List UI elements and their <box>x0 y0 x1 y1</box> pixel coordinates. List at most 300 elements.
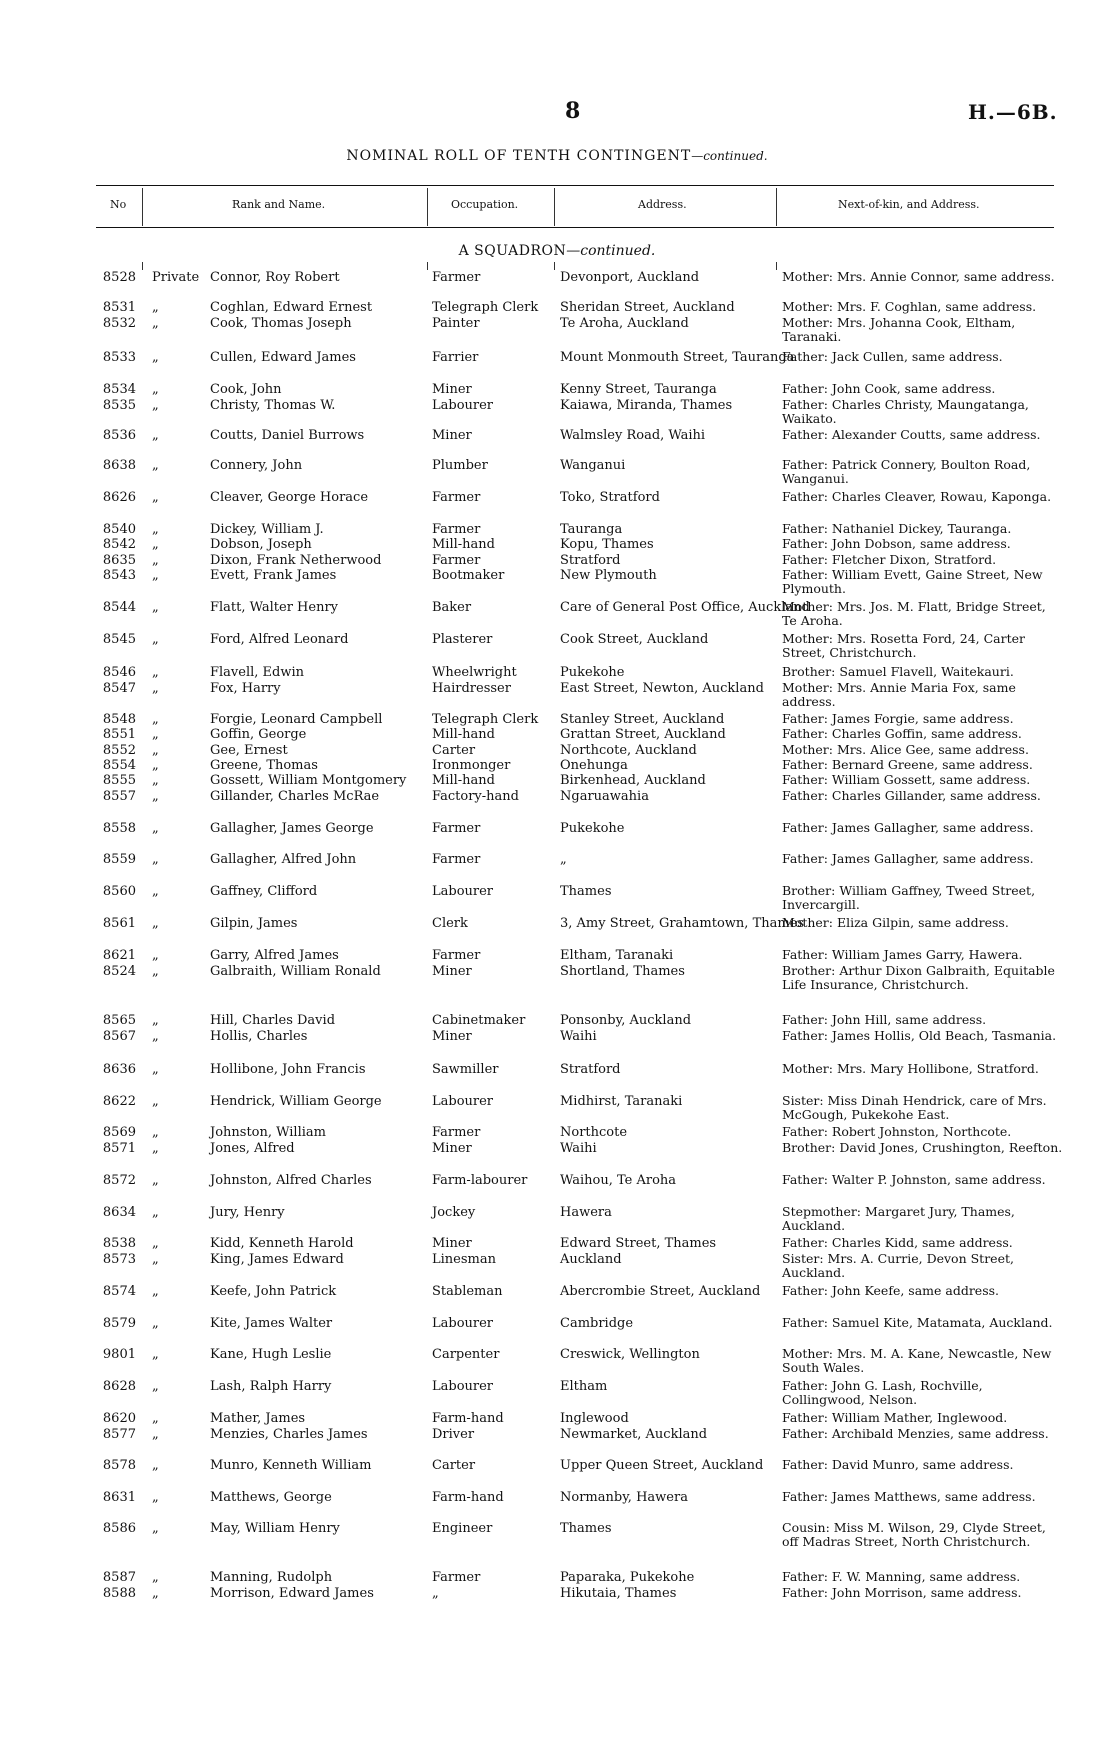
occupation: Labourer <box>432 1316 494 1331</box>
rank: „ <box>152 1379 159 1394</box>
address: Stratford <box>560 553 621 568</box>
header-top-rule <box>96 185 1054 186</box>
address: 3, Amy Street, Grahamtown, Thames <box>560 916 805 931</box>
soldier-name: Cleaver, George Horace <box>210 490 369 505</box>
address: Stanley Street, Auckland <box>560 712 725 727</box>
soldier-name: Gaffney, Clifford <box>210 884 318 899</box>
address: Stratford <box>560 1062 621 1077</box>
soldier-name: Matthews, George <box>210 1490 332 1505</box>
soldier-name: King, James Edward <box>210 1252 344 1267</box>
next-of-kin: Stepmother: Margaret Jury, Thames, Auckland. <box>782 1204 1015 1233</box>
soldier-name: Forgie, Leonard Campbell <box>210 712 383 727</box>
rank: „ <box>152 1029 159 1044</box>
occupation: „ <box>432 1586 439 1601</box>
column-divider <box>142 188 143 226</box>
occupation: Telegraph Clerk <box>432 300 539 315</box>
section-title: A SQUADRON <box>458 243 567 259</box>
address: Onehunga <box>560 758 628 773</box>
occupation: Carter <box>432 1458 476 1473</box>
next-of-kin: Brother: David Jones, Crushington, Reefton. <box>782 1140 1063 1155</box>
next-of-kin: Brother: William Gaffney, Tweed Street, Invercargill. <box>782 883 1036 912</box>
soldier-name: Morrison, Edward James <box>210 1586 374 1601</box>
row-divider <box>776 262 777 270</box>
next-of-kin: Father: William Gossett, same address. <box>782 772 1031 787</box>
occupation: Engineer <box>432 1521 493 1536</box>
rank: „ <box>152 964 159 979</box>
soldier-name: Mather, James <box>210 1411 306 1426</box>
occupation: Carter <box>432 743 476 758</box>
soldier-name: Flatt, Walter Henry <box>210 600 339 615</box>
rank: „ <box>152 600 159 615</box>
next-of-kin: Father: James Gallagher, same address. <box>782 820 1034 835</box>
soldier-name: Hill, Charles David <box>210 1013 336 1028</box>
occupation: Farmer <box>432 1570 481 1585</box>
next-of-kin: Father: Jack Cullen, same address. <box>782 349 1003 364</box>
next-of-kin: Mother: Mrs. Mary Hollibone, Stratford. <box>782 1061 1039 1076</box>
service-number: 8586 <box>102 1521 136 1536</box>
soldier-name: Coghlan, Edward Ernest <box>210 300 373 315</box>
service-number: 8572 <box>102 1173 136 1188</box>
occupation: Plasterer <box>432 632 493 647</box>
service-number: 8577 <box>102 1427 136 1442</box>
address: Paparaka, Pukekohe <box>560 1570 695 1585</box>
rank: „ <box>152 789 159 804</box>
service-number: 8532 <box>102 316 136 331</box>
rank: „ <box>152 458 159 473</box>
next-of-kin: Father: William Mather, Inglewood. <box>782 1410 1008 1425</box>
soldier-name: Dobson, Joseph <box>210 537 312 552</box>
next-of-kin: Father: Charles Cleaver, Rowau, Kaponga. <box>782 489 1052 504</box>
address: Thames <box>560 884 612 899</box>
soldier-name: Keefe, John Patrick <box>210 1284 337 1299</box>
occupation: Labourer <box>432 884 494 899</box>
rank: „ <box>152 948 159 963</box>
soldier-name: Johnston, Alfred Charles <box>210 1173 372 1188</box>
rank: „ <box>152 490 159 505</box>
rank: „ <box>152 852 159 867</box>
address: Abercrombie Street, Auckland <box>560 1284 761 1299</box>
service-number: 8531 <box>102 300 136 315</box>
address: Ponsonby, Auckland <box>560 1013 692 1028</box>
next-of-kin: Mother: Eliza Gilpin, same address. <box>782 915 1009 930</box>
service-number: 8622 <box>102 1094 136 1109</box>
soldier-name: Hollibone, John Francis <box>210 1062 366 1077</box>
occupation: Sawmiller <box>432 1062 499 1077</box>
soldier-name: Garry, Alfred James <box>210 948 339 963</box>
rank: „ <box>152 350 159 365</box>
occupation: Farmer <box>432 948 481 963</box>
rank: „ <box>152 1570 159 1585</box>
document-reference: H.—6B. <box>968 100 1058 124</box>
service-number: 8567 <box>102 1029 136 1044</box>
rank: „ <box>152 884 159 899</box>
soldier-name: Johnston, William <box>210 1125 326 1140</box>
occupation: Miner <box>432 428 472 443</box>
address: Edward Street, Thames <box>560 1236 717 1251</box>
next-of-kin: Father: Charles Gillander, same address. <box>782 788 1041 803</box>
address: Inglewood <box>560 1411 629 1426</box>
next-of-kin: Father: John Keefe, same address. <box>782 1283 1000 1298</box>
next-of-kin: Mother: Mrs. Annie Connor, same address. <box>782 269 1055 284</box>
soldier-name: Ford, Alfred Leonard <box>210 632 349 647</box>
address: Toko, Stratford <box>560 490 660 505</box>
next-of-kin: Father: Robert Johnston, Northcote. <box>782 1124 1012 1139</box>
soldier-name: Kidd, Kenneth Harold <box>210 1236 354 1251</box>
occupation: Farmer <box>432 522 481 537</box>
soldier-name: Hendrick, William George <box>210 1094 382 1109</box>
next-of-kin: Father: John Hill, same address. <box>782 1012 987 1027</box>
address: Newmarket, Auckland <box>560 1427 708 1442</box>
rank: „ <box>152 1062 159 1077</box>
service-number: 8524 <box>102 964 136 979</box>
next-of-kin: Father: Patrick Connery, Boulton Road, Wanganui. <box>782 457 1031 486</box>
address: Kenny Street, Tauranga <box>560 382 717 397</box>
soldier-name: Kite, James Walter <box>210 1316 333 1331</box>
occupation: Farrier <box>432 350 479 365</box>
rank: „ <box>152 1521 159 1536</box>
service-number: 8554 <box>102 758 136 773</box>
address: New Plymouth <box>560 568 657 583</box>
next-of-kin: Father: James Hollis, Old Beach, Tasmania. <box>782 1028 1057 1043</box>
next-of-kin: Mother: Mrs. Alice Gee, same address. <box>782 742 1029 757</box>
next-of-kin: Mother: Mrs. Jos. M. Flatt, Bridge Street, Te Aroha. <box>782 599 1046 628</box>
address: Auckland <box>560 1252 622 1267</box>
next-of-kin: Father: Charles Kidd, same address. <box>782 1235 1013 1250</box>
service-number: 8533 <box>102 350 136 365</box>
rank: „ <box>152 428 159 443</box>
header-address: Address. <box>638 198 687 211</box>
next-of-kin: Father: Fletcher Dixon, Stratford. <box>782 552 997 567</box>
service-number: 8557 <box>102 789 136 804</box>
address: Kaiawa, Miranda, Thames <box>560 398 733 413</box>
address: Sheridan Street, Auckland <box>560 300 735 315</box>
service-number: 8574 <box>102 1284 136 1299</box>
address: Northcote <box>560 1125 628 1140</box>
next-of-kin: Father: James Forgie, same address. <box>782 711 1014 726</box>
address: Care of General Post Office, Auckland <box>560 600 810 615</box>
next-of-kin: Father: John G. Lash, Rochville, Collingwood, Nelson. <box>782 1378 983 1407</box>
address: Pukekohe <box>560 665 625 680</box>
service-number: 8578 <box>102 1458 136 1473</box>
service-number: 8569 <box>102 1125 136 1140</box>
soldier-name: Manning, Rudolph <box>210 1570 333 1585</box>
soldier-name: Gallagher, Alfred John <box>210 852 357 867</box>
rank: „ <box>152 568 159 583</box>
rank: „ <box>152 665 159 680</box>
address: Waihi <box>560 1141 597 1156</box>
rank: „ <box>152 1411 159 1426</box>
occupation: Labourer <box>432 1094 494 1109</box>
service-number: 8571 <box>102 1141 136 1156</box>
service-number: 8621 <box>102 948 136 963</box>
service-number: 8587 <box>102 1570 136 1585</box>
address: Waihi <box>560 1029 597 1044</box>
service-number: 8588 <box>102 1586 136 1601</box>
rank: „ <box>152 743 159 758</box>
header-rank-name: Rank and Name. <box>232 198 326 211</box>
service-number: 8559 <box>102 852 136 867</box>
address: Te Aroha, Auckland <box>560 316 689 331</box>
service-number: 8546 <box>102 665 136 680</box>
next-of-kin: Father: William James Garry, Hawera. <box>782 947 1023 962</box>
next-of-kin: Cousin: Miss M. Wilson, 29, Clyde Street, off Madras Street, North Christchurch. <box>782 1520 1046 1549</box>
rank: „ <box>152 758 159 773</box>
occupation: Farm-labourer <box>432 1173 528 1188</box>
occupation: Labourer <box>432 1379 494 1394</box>
occupation: Hairdresser <box>432 681 511 696</box>
occupation: Linesman <box>432 1252 496 1267</box>
service-number: 8558 <box>102 821 136 836</box>
service-number: 8547 <box>102 681 136 696</box>
service-number: 8540 <box>102 522 136 537</box>
next-of-kin: Father: John Cook, same address. <box>782 381 996 396</box>
address: Thames <box>560 1521 612 1536</box>
occupation: Miner <box>432 964 472 979</box>
service-number: 8579 <box>102 1316 136 1331</box>
service-number: 8552 <box>102 743 136 758</box>
next-of-kin: Father: Nathaniel Dickey, Tauranga. <box>782 521 1012 536</box>
next-of-kin: Father: Alexander Coutts, same address. <box>782 427 1041 442</box>
soldier-name: Flavell, Edwin <box>210 665 305 680</box>
address: Mount Monmouth Street, Tauranga <box>560 350 795 365</box>
rank: „ <box>152 1236 159 1251</box>
soldier-name: Gilpin, James <box>210 916 298 931</box>
address: Eltham, Taranaki <box>560 948 674 963</box>
header-occupation: Occupation. <box>451 198 519 211</box>
service-number: 8631 <box>102 1490 136 1505</box>
address: Kopu, Thames <box>560 537 654 552</box>
service-number: 8561 <box>102 916 136 931</box>
rank: Private <box>152 270 200 285</box>
occupation: Mill-hand <box>432 537 495 552</box>
occupation: Mill-hand <box>432 727 495 742</box>
occupation: Stableman <box>432 1284 503 1299</box>
address: Wanganui <box>560 458 626 473</box>
rank: „ <box>152 1205 159 1220</box>
rank: „ <box>152 1141 159 1156</box>
soldier-name: Evett, Frank James <box>210 568 337 583</box>
next-of-kin: Father: John Dobson, same address. <box>782 536 1011 551</box>
address: Grattan Street, Auckland <box>560 727 726 742</box>
address: Normanby, Hawera <box>560 1490 688 1505</box>
occupation: Labourer <box>432 398 494 413</box>
service-number: 8534 <box>102 382 136 397</box>
next-of-kin: Father: David Munro, same address. <box>782 1457 1014 1472</box>
service-number: 8565 <box>102 1013 136 1028</box>
rank: „ <box>152 1284 159 1299</box>
occupation: Driver <box>432 1427 475 1442</box>
rank: „ <box>152 712 159 727</box>
row-divider <box>427 262 428 270</box>
soldier-name: Dixon, Frank Netherwood <box>210 553 382 568</box>
rank: „ <box>152 821 159 836</box>
rank: „ <box>152 1252 159 1267</box>
header-next-of-kin: Next-of-kin, and Address. <box>838 198 980 211</box>
address: Creswick, Wellington <box>560 1347 700 1362</box>
service-number: 8528 <box>102 270 136 285</box>
next-of-kin: Mother: Mrs. F. Coghlan, same address. <box>782 299 1037 314</box>
next-of-kin: Father: William Evett, Gaine Street, New Plymouth. <box>782 567 1043 596</box>
soldier-name: Gillander, Charles McRae <box>210 789 380 804</box>
soldier-name: Hollis, Charles <box>210 1029 308 1044</box>
soldier-name: Connor, Roy Robert <box>210 270 340 285</box>
address: Devonport, Auckland <box>560 270 700 285</box>
occupation: Miner <box>432 1141 472 1156</box>
service-number: 8551 <box>102 727 136 742</box>
address: Hikutaia, Thames <box>560 1586 677 1601</box>
occupation: Farmer <box>432 553 481 568</box>
soldier-name: Cullen, Edward James <box>210 350 356 365</box>
page-number: 8 <box>565 98 581 124</box>
soldier-name: Coutts, Daniel Burrows <box>210 428 365 443</box>
rank: „ <box>152 1458 159 1473</box>
rank: „ <box>152 522 159 537</box>
address: Upper Queen Street, Auckland <box>560 1458 764 1473</box>
soldier-name: May, William Henry <box>210 1521 340 1536</box>
address: Northcote, Auckland <box>560 743 697 758</box>
address: Walmsley Road, Waihi <box>560 428 706 443</box>
occupation: Miner <box>432 1236 472 1251</box>
address: Midhirst, Taranaki <box>560 1094 683 1109</box>
service-number: 8628 <box>102 1379 136 1394</box>
occupation: Wheelwright <box>432 665 517 680</box>
next-of-kin: Father: Charles Goffin, same address. <box>782 726 1022 741</box>
soldier-name: Connery, John <box>210 458 303 473</box>
address: East Street, Newton, Auckland <box>560 681 764 696</box>
soldier-name: Lash, Ralph Harry <box>210 1379 332 1394</box>
soldier-name: Gossett, William Montgomery <box>210 773 407 788</box>
occupation: Farmer <box>432 1125 481 1140</box>
address: Shortland, Thames <box>560 964 685 979</box>
service-number: 8638 <box>102 458 136 473</box>
column-divider <box>427 188 428 226</box>
rank: „ <box>152 1316 159 1331</box>
soldier-name: Greene, Thomas <box>210 758 318 773</box>
occupation: Clerk <box>432 916 468 931</box>
next-of-kin: Mother: Mrs. Annie Maria Fox, same address. <box>782 680 1016 709</box>
soldier-name: Gee, Ernest <box>210 743 288 758</box>
rank: „ <box>152 773 159 788</box>
column-divider <box>554 188 555 226</box>
soldier-name: Dickey, William J. <box>210 522 324 537</box>
service-number: 8626 <box>102 490 136 505</box>
service-number: 8635 <box>102 553 136 568</box>
occupation: Mill-hand <box>432 773 495 788</box>
service-number: 8544 <box>102 600 136 615</box>
occupation: Telegraph Clerk <box>432 712 539 727</box>
service-number: 9801 <box>102 1347 136 1362</box>
row-divider <box>554 262 555 270</box>
service-number: 8560 <box>102 884 136 899</box>
rank: „ <box>152 1094 159 1109</box>
service-number: 8543 <box>102 568 136 583</box>
next-of-kin: Father: Charles Christy, Maungatanga, Waikato. <box>782 397 1029 426</box>
soldier-name: Jones, Alfred <box>210 1141 295 1156</box>
title-text: NOMINAL ROLL OF TENTH CONTINGENT <box>346 148 692 164</box>
next-of-kin: Father: Walter P. Johnston, same address. <box>782 1172 1046 1187</box>
service-number: 8636 <box>102 1062 136 1077</box>
next-of-kin: Father: John Morrison, same address. <box>782 1585 1022 1600</box>
header-no: No <box>110 198 127 211</box>
address: Cambridge <box>560 1316 634 1331</box>
column-divider <box>776 188 777 226</box>
rank: „ <box>152 382 159 397</box>
occupation: Farmer <box>432 270 481 285</box>
address: Birkenhead, Auckland <box>560 773 706 788</box>
address: Tauranga <box>560 522 623 537</box>
address: Cook Street, Auckland <box>560 632 709 647</box>
occupation: Farm-hand <box>432 1411 504 1426</box>
section-heading <box>0 243 1114 259</box>
next-of-kin: Father: F. W. Manning, same address. <box>782 1569 1021 1584</box>
page-title <box>0 148 1114 164</box>
soldier-name: Cook, Thomas Joseph <box>210 316 352 331</box>
service-number: 8620 <box>102 1411 136 1426</box>
occupation: Painter <box>432 316 480 331</box>
occupation: Ironmonger <box>432 758 511 773</box>
next-of-kin: Father: James Gallagher, same address. <box>782 851 1034 866</box>
occupation: Farmer <box>432 490 481 505</box>
rank: „ <box>152 300 159 315</box>
occupation: Baker <box>432 600 472 615</box>
occupation: Jockey <box>432 1205 476 1220</box>
title-continued: —continued. <box>691 149 768 163</box>
next-of-kin: Father: Samuel Kite, Matamata, Auckland. <box>782 1315 1053 1330</box>
soldier-name: Cook, John <box>210 382 282 397</box>
occupation: Plumber <box>432 458 488 473</box>
occupation: Cabinetmaker <box>432 1013 526 1028</box>
rank: „ <box>152 1427 159 1442</box>
rank: „ <box>152 1490 159 1505</box>
service-number: 8536 <box>102 428 136 443</box>
next-of-kin: Sister: Miss Dinah Hendrick, care of Mrs. McGough, Pukekohe East. <box>782 1093 1047 1122</box>
rank: „ <box>152 316 159 331</box>
soldier-name: Gallagher, James George <box>210 821 374 836</box>
rank: „ <box>152 1173 159 1188</box>
address: Pukekohe <box>560 821 625 836</box>
soldier-name: Menzies, Charles James <box>210 1427 368 1442</box>
next-of-kin: Father: Archibald Menzies, same address. <box>782 1426 1049 1441</box>
section-continued: —continued. <box>566 243 656 259</box>
row-divider <box>142 262 143 270</box>
occupation: Miner <box>432 382 472 397</box>
occupation: Bootmaker <box>432 568 505 583</box>
rank: „ <box>152 681 159 696</box>
rank: „ <box>152 398 159 413</box>
address: Waihou, Te Aroha <box>560 1173 677 1188</box>
rank: „ <box>152 632 159 647</box>
address: Ngaruawahia <box>560 789 649 804</box>
rank: „ <box>152 1586 159 1601</box>
soldier-name: Munro, Kenneth William <box>210 1458 372 1473</box>
soldier-name: Goffin, George <box>210 727 307 742</box>
rank: „ <box>152 1013 159 1028</box>
soldier-name: Fox, Harry <box>210 681 281 696</box>
address: Hawera <box>560 1205 612 1220</box>
service-number: 8548 <box>102 712 136 727</box>
occupation: Farm-hand <box>432 1490 504 1505</box>
soldier-name: Christy, Thomas W. <box>210 398 336 413</box>
header-bottom-rule <box>96 227 1054 228</box>
service-number: 8542 <box>102 537 136 552</box>
next-of-kin: Brother: Samuel Flavell, Waitekauri. <box>782 664 1014 679</box>
address: Eltham <box>560 1379 608 1394</box>
address: „ <box>560 852 567 867</box>
rank: „ <box>152 553 159 568</box>
service-number: 8535 <box>102 398 136 413</box>
service-number: 8545 <box>102 632 136 647</box>
next-of-kin: Father: James Matthews, same address. <box>782 1489 1036 1504</box>
